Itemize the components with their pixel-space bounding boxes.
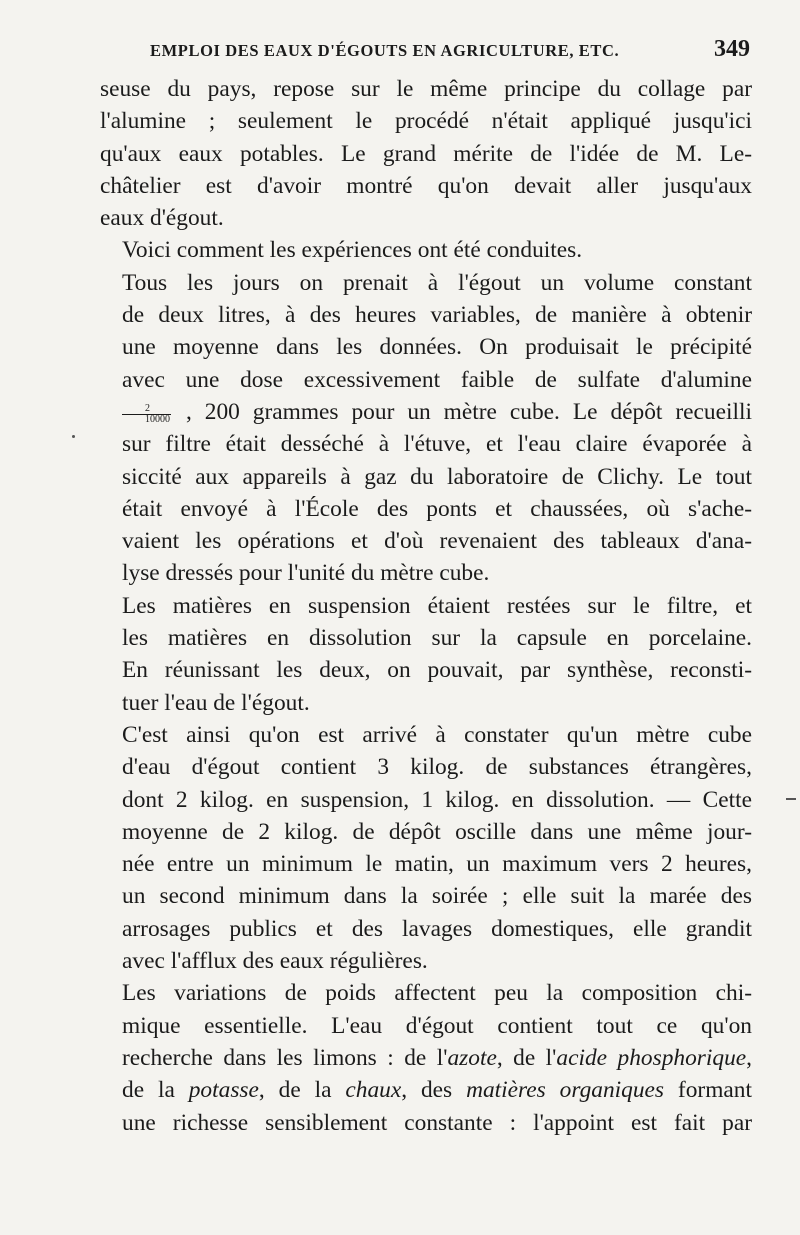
text-line bbox=[100, 1010, 752, 1042]
text-line bbox=[100, 396, 752, 428]
paragraph bbox=[100, 267, 752, 590]
text-line: C'est ainsi qu'on est arrivé à constater qu'un mètre cube bbox=[122, 721, 752, 748]
text-line: née entre un minimum le matin, un maximum vers 2 heures, bbox=[122, 851, 752, 878]
text-line: était envoyé à l'École des ponts et chaussées, où s'ache- bbox=[122, 495, 752, 522]
body-text bbox=[100, 73, 752, 1139]
margin-mark bbox=[72, 435, 75, 438]
page-number: 349 bbox=[714, 36, 750, 62]
text-line: Les matières en suspension étaient restées sur le filtre, et bbox=[122, 592, 752, 619]
text-line: tuer l'eau de l'égout. bbox=[122, 689, 310, 716]
text-line-rest: , 200 grammes pour un mètre cube. Le dépôt recueilli bbox=[173, 398, 752, 425]
text-run: , bbox=[746, 1044, 753, 1071]
text-line: l'alumine ; seulement le procédé n'était appliqué jusqu'ici bbox=[100, 108, 752, 135]
text-line: Tous les jours on prenait à l'égout un volume constant bbox=[122, 269, 752, 296]
text-line: eaux d'égout. bbox=[100, 205, 224, 232]
text-run: , de l' bbox=[496, 1044, 557, 1071]
italic-term: azote bbox=[447, 1044, 497, 1071]
text-run: recherche dans les limons : de l' bbox=[122, 1044, 448, 1071]
text-line: une moyenne dans les données. On produisait le précipité bbox=[122, 334, 752, 361]
text-run: mique essentielle. L'eau d'égout contient tout ce qu'on bbox=[122, 1012, 752, 1039]
italic-term: potasse bbox=[188, 1077, 259, 1104]
text-line: un second minimum dans la soirée ; elle suit la marée des bbox=[122, 883, 752, 910]
text-line: châtelier est d'avoir montré qu'on devait aller jusqu'aux bbox=[100, 172, 752, 199]
text-run: formant bbox=[664, 1077, 752, 1104]
text-line: Voici comment les expériences ont été conduites. bbox=[122, 237, 583, 264]
page-header bbox=[150, 36, 750, 63]
paragraph bbox=[100, 977, 752, 1138]
fraction bbox=[122, 404, 171, 425]
fraction-numerator: 2 bbox=[122, 404, 171, 415]
paragraph bbox=[100, 719, 752, 977]
text-line: avec une dose excessivement faible de sulfate d'alumine bbox=[122, 366, 752, 393]
italic-term: chaux bbox=[345, 1077, 402, 1104]
text-line: En réunissant les deux, on pouvait, par synthèse, reconsti- bbox=[122, 657, 752, 684]
paragraph bbox=[100, 590, 752, 719]
text-line bbox=[100, 1074, 752, 1106]
text-line: les matières en dissolution sur la capsule en porcelaine. bbox=[122, 625, 752, 652]
text-line: qu'aux eaux potables. Le grand mérite de l'idée de M. Le- bbox=[100, 140, 752, 167]
margin-mark bbox=[786, 798, 796, 800]
text-line: vaient les opérations et d'où revenaient des tableaux d'ana- bbox=[122, 528, 752, 555]
paragraph bbox=[100, 73, 752, 234]
text-line bbox=[100, 1042, 752, 1074]
text-run: de la bbox=[122, 1077, 189, 1104]
text-line: d'eau d'égout contient 3 kilog. de substances étrangères, bbox=[122, 754, 752, 781]
text-line: sur filtre était desséché à l'étuve, et l'eau claire évaporée à bbox=[122, 431, 752, 458]
text-run: Les variations de poids affectent peu la composition chi- bbox=[122, 980, 752, 1007]
text-line: moyenne de 2 kilog. de dépôt oscille dans une même jour- bbox=[122, 818, 752, 845]
fraction-denominator: 10000 bbox=[145, 414, 170, 426]
text-line: de deux litres, à des heures variables, de manière à obtenir bbox=[122, 302, 752, 329]
text-line bbox=[100, 977, 752, 1009]
text-run: , des bbox=[401, 1077, 467, 1104]
text-line: avec l'afflux des eaux régulières. bbox=[122, 948, 428, 975]
paragraph bbox=[100, 234, 752, 266]
text-run: une richesse sensiblement constante : l'appoint est fait par bbox=[122, 1109, 752, 1136]
text-line: dont 2 kilog. en suspension, 1 kilog. en dissolution. — Cette bbox=[122, 786, 752, 813]
italic-term: matières organiques bbox=[466, 1077, 665, 1104]
italic-term: acide phosphorique bbox=[556, 1044, 747, 1071]
text-line: arrosages publics et des lavages domestiques, elle grandit bbox=[122, 915, 752, 942]
text-line bbox=[100, 1107, 752, 1139]
text-line: siccité aux appareils à gaz du laboratoire de Clichy. Le tout bbox=[122, 463, 752, 490]
text-run: , de la bbox=[258, 1077, 346, 1104]
text-line: lyse dressés pour l'unité du mètre cube. bbox=[122, 560, 490, 587]
text-line: seuse du pays, repose sur le même principe du collage par bbox=[100, 76, 752, 102]
running-title: EMPLOI DES EAUX D'ÉGOUTS EN AGRICULTURE, ETC. bbox=[150, 41, 620, 60]
